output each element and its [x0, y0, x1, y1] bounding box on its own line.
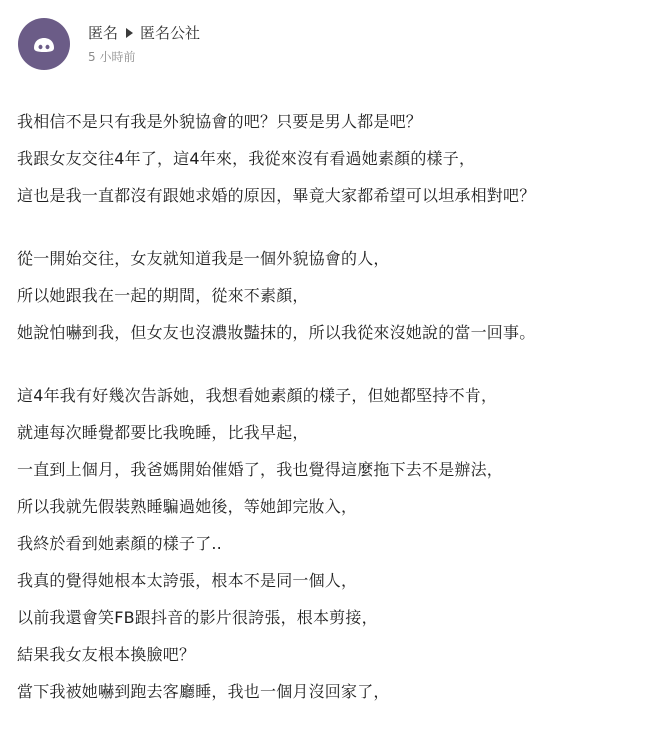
author-line — [88, 23, 200, 43]
post-text-line: 以前我還會笑FB跟抖音的影片很誇張，根本剪接， — [17, 608, 378, 627]
post-text-line: 這4年我有好幾次告訴她，我想看她素顏的樣子，但她都堅持不肯， — [17, 386, 498, 405]
post-header — [18, 16, 200, 72]
paragraph-1 — [17, 103, 647, 214]
post-text-line: 從一開始交往，女友就知道我是一個外貌協會的人， — [17, 249, 390, 268]
caret-right-icon — [126, 28, 133, 38]
author-name[interactable]: 匿名 — [88, 24, 119, 42]
pig-nose-icon — [29, 33, 59, 55]
board-name[interactable]: 匿名公社 — [140, 24, 201, 42]
post-text-line: 她說怕嚇到我，但女友也沒濃妝豔抹的，所以我從來沒她說的當一回事。 — [17, 323, 536, 342]
post-text-line: 一直到上個月，我爸媽開始催婚了，我也覺得這麼拖下去不是辦法， — [17, 460, 504, 479]
post-text-line: 所以她跟我在一起的期間，從來不素顏， — [17, 286, 309, 305]
post-text-line: 結果我女友根本換臉吧？ — [17, 645, 196, 664]
post-text-line: 當下我被她嚇到跑去客廳睡，我也一個月沒回家了， — [17, 682, 390, 701]
post-text-line: 就連每次睡覺都要比我晚睡，比我早起， — [17, 423, 309, 442]
paragraph-3 — [17, 377, 647, 710]
post-text-line: 這也是我一直都沒有跟她求婚的原因，畢竟大家都希望可以坦承相對吧？ — [17, 186, 536, 205]
post-text-line: 我相信不是只有我是外貌協會的吧？只要是男人都是吧？ — [17, 112, 423, 131]
avatar[interactable] — [18, 18, 70, 70]
post-text-line: 我跟女友交往4年了，這4年來，我從來沒有看過她素顏的樣子， — [17, 149, 476, 168]
post-timestamp: 5 小時前 — [88, 50, 136, 64]
paragraph-2 — [17, 240, 647, 351]
post-text-line: 所以我就先假裝熟睡騙過她後，等她卸完妝入， — [17, 497, 358, 516]
post-meta — [88, 23, 200, 65]
post-body — [17, 103, 647, 736]
post-text-line: 我真的覺得她根本太誇張，根本不是同一個人， — [17, 571, 358, 590]
post-text-line: 我終於看到她素顏的樣子了.. — [17, 534, 222, 553]
